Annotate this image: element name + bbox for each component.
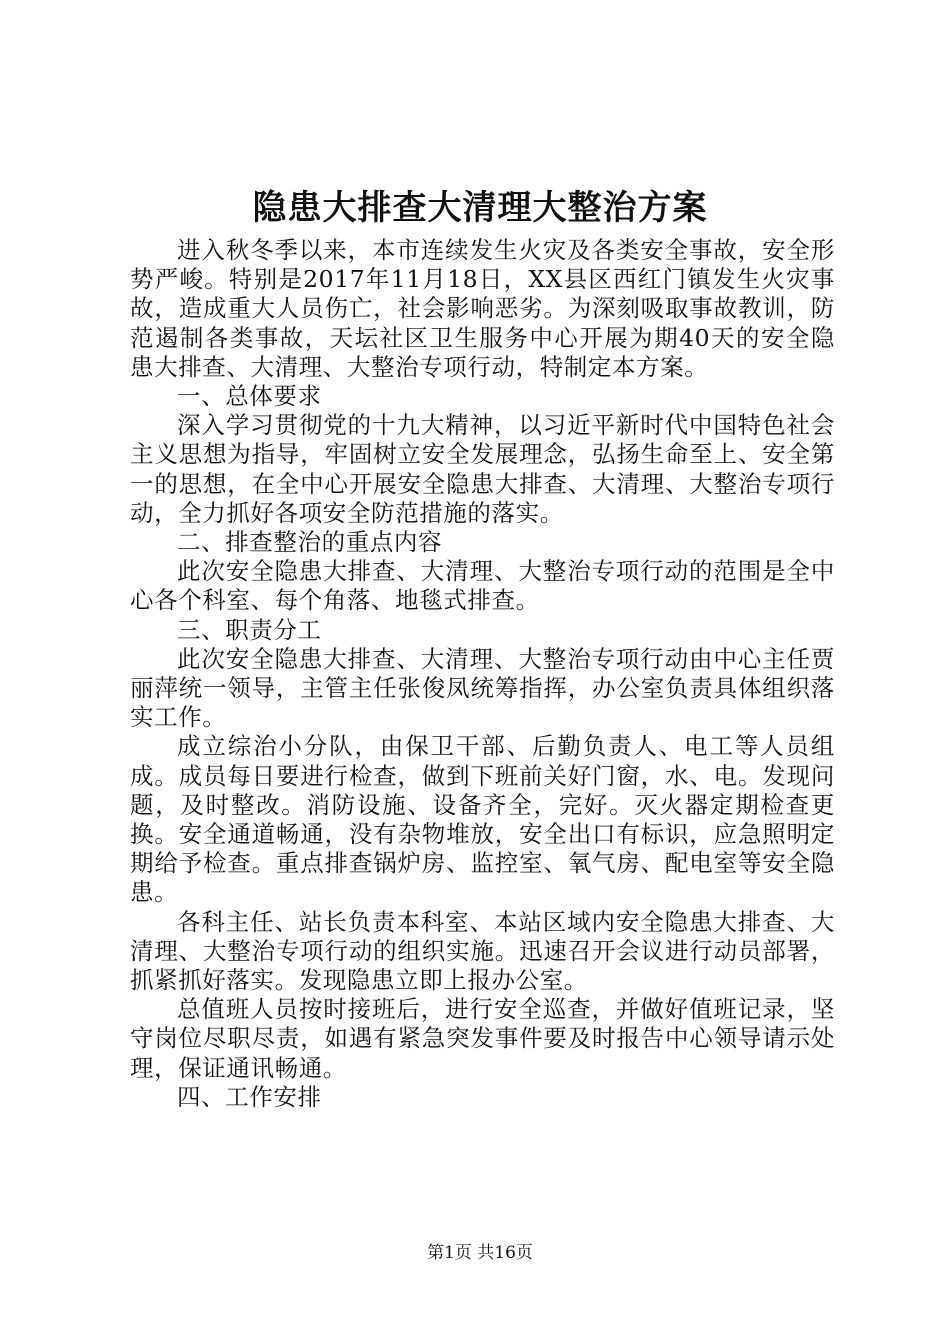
intro-paragraph: 进入秋冬季以来，本市连续发生火灾及各类安全事故，安全形势严峻。特别是2017年11月18日，XX县区西红门镇发生火灾事故，造成重大人员伤亡，社会影响恶劣。为深刻吸取事故教训，防范遏制各类事故，天坛社区卫生服务中心开展为期40天的安全隐患大排查、大清理、大整治专项行动，特制定本方案。 [130,236,835,381]
document-title: 隐患大排查大清理大整治方案 [252,188,708,228]
responsibilities-paragraph-departments: 各科主任、站长负责本科室、本站区域内安全隐患大排查、大清理、大整治专项行动的组织实施。迅速召开会议进行动员部署，抓紧抓好落实。发现隐患立即上报办公室。 [130,907,835,995]
responsibilities-paragraph-team: 成立综治小分队，由保卫干部、后勤负责人、电工等人员组成。成员每日要进行检查，做到下班前关好门窗，水、电。发现问题，及时整改。消防设施、设备齐全，完好。灭火器定期检查更换。安全通道畅通，没有杂物堆放，安全出口有标识，应急照明定期给予检查。重点排查锅炉房、监控室、氧气房、配电室等安全隐患。 [130,732,835,907]
responsibilities-paragraph-leadership: 此次安全隐患大排查、大清理、大整治专项行动由中心主任贾丽萍统一领导，主管主任张俊凤统筹指挥，办公室负责具体组织落实工作。 [130,644,835,732]
section-heading-work-arrangement: 四、工作安排 [177,1082,322,1111]
document-body [130,236,835,1112]
section-heading-general-requirements: 一、总体要求 [177,382,322,411]
responsibilities-paragraph-duty: 总值班人员按时接班后，进行安全巡查，并做好值班记录，坚守岗位尽职尽责，如遇有紧急突发事件要及时报告中心领导请示处理，保证通讯畅通。 [130,995,835,1082]
key-content-paragraph: 此次安全隐患大排查、大清理、大整治专项行动的范围是全中心各个科室、每个角落、地毯式排查。 [130,557,835,615]
section-heading-key-content: 二、排查整治的重点内容 [177,528,443,557]
section-heading-responsibilities: 三、职责分工 [177,615,322,644]
general-requirements-paragraph: 深入学习贯彻党的十九大精神，以习近平新时代中国特色社会主义思想为指导，牢固树立安全发展理念，弘扬生命至上、安全第一的思想，在全中心开展安全隐患大排查、大清理、大整治专项行动，全力抓好各项安全防范措施的落实。 [130,411,835,527]
page-number-footer: 第1页 共16页 [427,1243,533,1263]
